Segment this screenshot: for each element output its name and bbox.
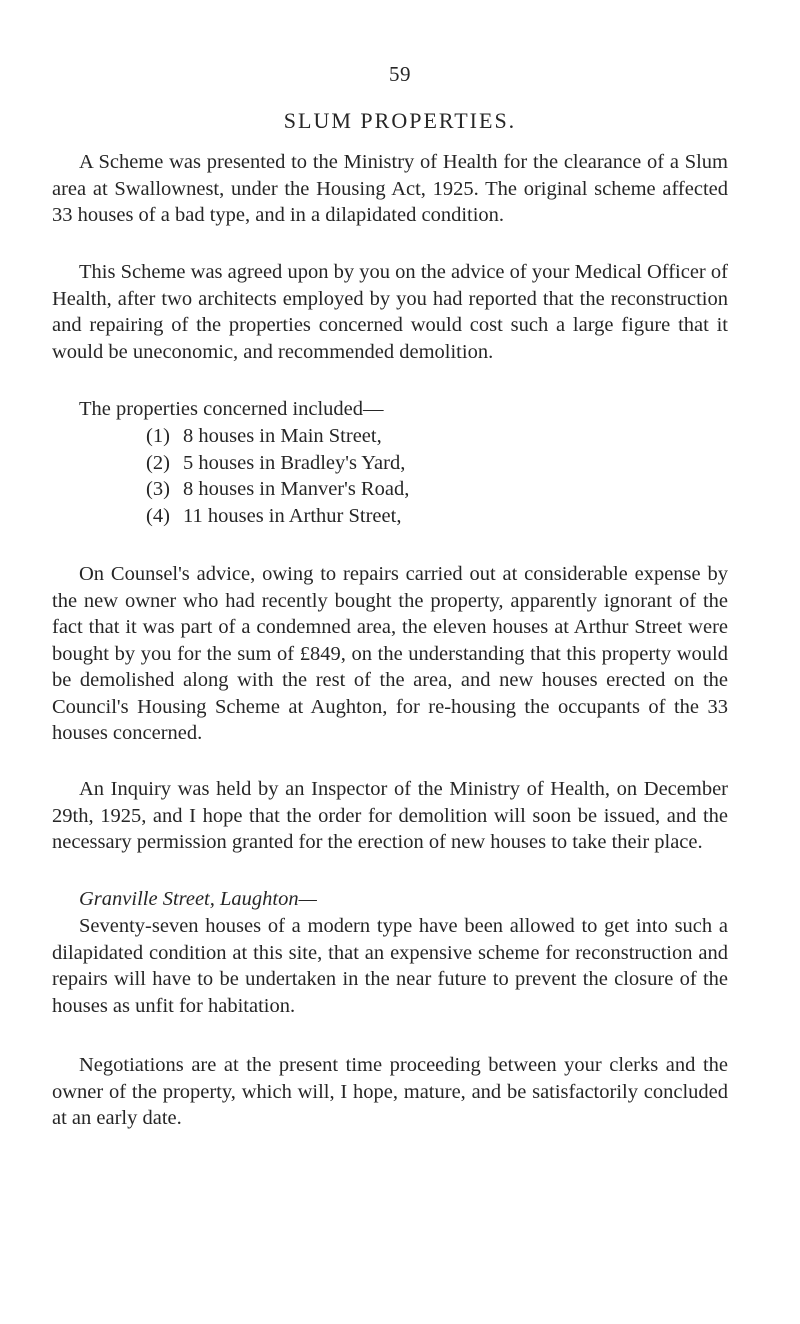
list-item-number: (2) [146,451,170,474]
paragraph-scheme [52,149,728,229]
list-item-text: 5 houses in Bradley's Yard, [183,451,406,474]
list-item-number: (1) [146,425,170,447]
paragraph-granville [52,913,728,1019]
list-item-text: 8 houses in Manver's Road, [183,478,410,500]
list-item [146,503,409,530]
list-item-text: 11 houses in Arthur Street, [183,504,402,527]
list-item [146,450,409,477]
subheading-granville-street: Granville Street, Laughton— [79,888,317,910]
list-item [146,423,409,450]
paragraph-inquiry-text: An Inquiry was held by an Inspector of the Ministry of Health, on December 29th, 1925, and I hope that the order for demolition will soon be issued, and the necessary permission granted for the erection of new houses to take their place. [52,778,728,853]
paragraph-scheme-text: A Scheme was presented to the Ministry of Health for the clearance of a Slum area at Swallownest, under the Housing Act, 1925. The original scheme affected 33 houses of a bad type, and in a dilapidated condition. [52,151,728,226]
list-item-number: (4) [146,504,170,527]
paragraph-negotiations [52,1052,728,1132]
paragraph-inquiry [52,776,728,856]
paragraph-agreed [52,259,728,365]
paragraph-negotiations-text: Negotiations are at the present time proceeding between your clerks and the owner of the property, which will, I hope, mature, and be satisfactorily concluded at an early date. [52,1054,728,1129]
paragraph-counsel [52,561,728,747]
list-item-text: 8 houses in Main Street, [183,425,382,447]
paragraph-agreed-text: This Scheme was agreed upon by you on the advice of your Medical Officer of Health, after two architects employed by you had reported that the reconstruction and repairing of the properties concerned would cost such a large figure that it would be uneconomic, and recommended demolition. [52,261,728,363]
paragraph-properties-intro [52,396,728,423]
list-item-number: (3) [146,478,170,500]
paragraph-counsel-text: On Counsel's advice, owing to repairs carried out at considerable expense by the new owner who had recently bought the property, apparently ignorant of the fact that it was part of a condemned area, the eleven houses at Arthur Street were bought by you for the sum of £849, on the understanding that this property would be demolished along with the rest of the area, and new houses erected on the Council's Housing Scheme at Aughton, for re-housing the occupants of the 33 houses concerned. [52,563,728,744]
page-title: SLUM PROPERTIES. [283,108,517,133]
paragraph-properties-intro-text: The properties concerned included— [79,398,384,420]
properties-list [146,423,409,529]
list-item [146,476,409,503]
paragraph-granville-text: Seventy-seven houses of a modern type have been allowed to get into such a dilapidated condition at this site, that an expensive scheme for reconstruction and repairs will have to be undertaken in the near future to prevent the closure of the houses as unfit for habitation. [52,915,728,1017]
page-number: 59 [389,62,411,86]
